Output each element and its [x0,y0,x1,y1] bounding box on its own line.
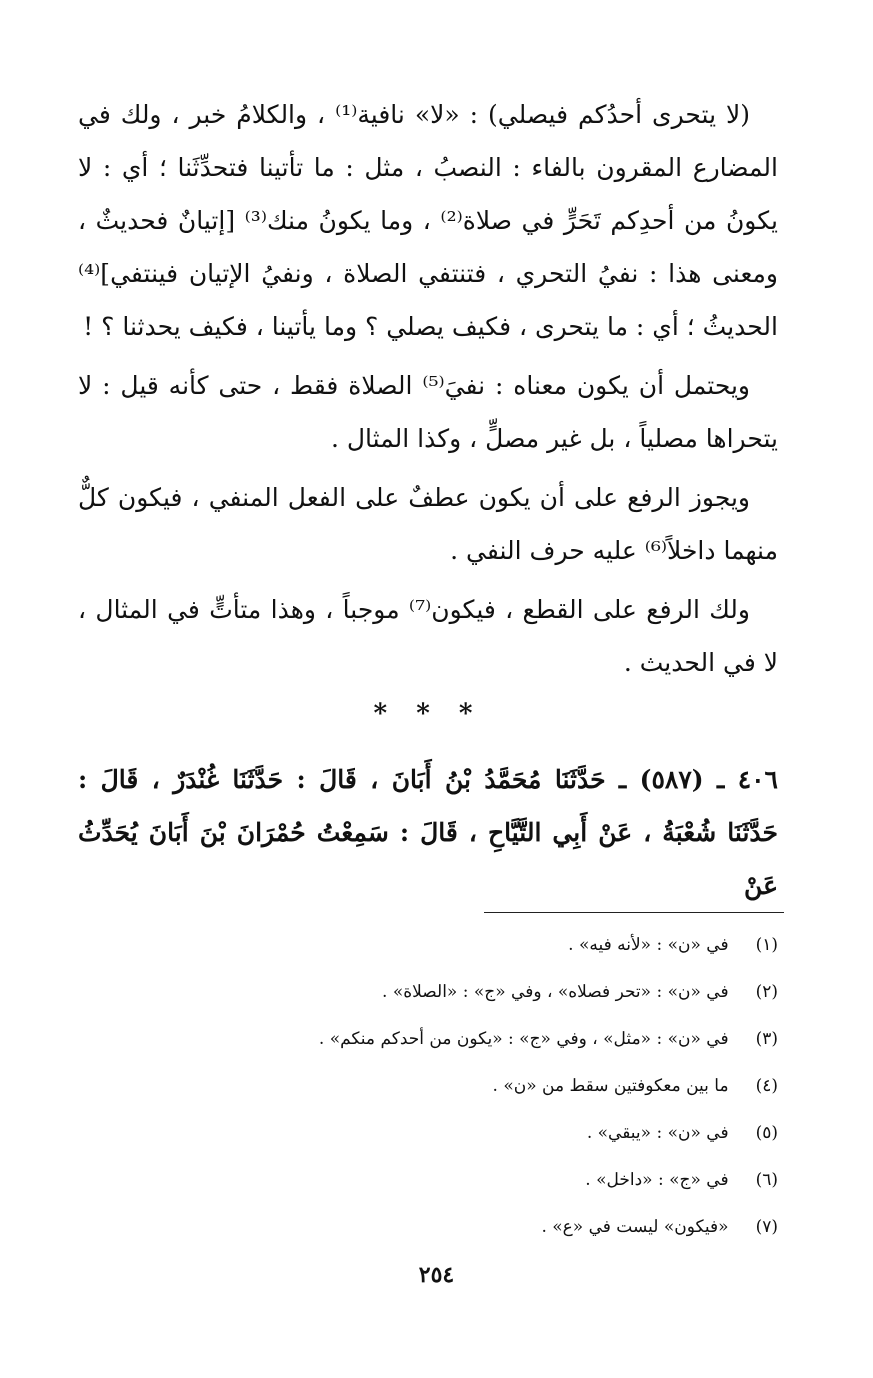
footnote-text: في «ج» : «داخل» . [585,1170,729,1190]
paragraph-3: ويجوز الرفع على أن يكون عطفٌ على الفعل المنفي ، فيكون كلٌّ منهما داخلاً⁽⁶⁾ عليه حرف النفي . [78,483,778,565]
footnote-number: (١) [755,935,778,955]
paragraph-4: ولك الرفع على القطع ، فيكون⁽⁷⁾ موجباً ، وهذا متأتٍّ في المثال ، لا في الحديث . [78,595,778,677]
footnote-text: ما بين معكوفتين سقط من «ن» . [492,1076,729,1096]
footnote-number: (٣) [755,1029,778,1049]
footnote-item [138,969,778,1016]
footnote-number: (٢) [755,982,778,1002]
footnote-item [138,1063,778,1110]
hadith-line-2: حَدَّثَنَا شُعْبَةُ ، عَنْ أَبِي التَّيَّاحِ ، قَالَ : سَمِعْتُ حُمْرَانَ بْنَ أَبَانَ يُحَدِّثُ عَنْ [78,818,778,900]
footnote-item [138,1016,778,1063]
footnote-divider [484,912,784,913]
footnote-text: في «ن» : «يبقي» . [586,1123,729,1143]
footnote-item [138,922,778,969]
page-number: ٢٥٤ [418,1262,455,1288]
footnote-item [138,1157,778,1204]
footnote-number: (٦) [755,1170,778,1190]
footnote-number: (٤) [755,1076,778,1096]
section-separator: * * * [373,699,483,729]
footnote-text: في «ن» : «تحر فصلاه» ، وفي «ج» : «الصلاة» . [382,982,729,1002]
hadith-line-1: ٤٠٦ ـ (٥٨٧) ـ حَدَّثَنَا مُحَمَّدُ بْنُ أَبَانَ ، قَالَ : حَدَّثَنَا غُنْدَرٌ ، قَالَ : [78,765,778,794]
paragraph-2: ويحتمل أن يكون معناه : نفيَ⁽⁵⁾ الصلاة فقط ، حتى كأنه قيل : لا يتحراها مصلياً ، بل غير مصلٍّ ، وكذا المثال . [78,371,778,453]
footnote-number: (٧) [755,1217,778,1237]
footnote-number: (٥) [755,1123,778,1143]
footnote-text: في «ن» : «مثل» ، وفي «ج» : «يكون من أحدكم منكم» . [318,1029,729,1049]
hadith-text [78,753,778,912]
paragraph-1: (لا يتحرى أحدُكم فيصلي) : «لا» نافية⁽¹⁾ ، والكلامُ خبر ، ولك في المضارع المقرون بالفاء : النصبُ ، مثل : ما تأتينا فتحدِّثَنا ؛ أي : لا يكونُ من أحدِكم تَحَرٍّ في صلاة⁽²⁾ ، وما يكونُ منك⁽³⁾ [إتيانٌ فحديثٌ ، ومعنى هذا : نفيُ التحري ، فتنتفي الصلاة ، ونفيُ الإتيان فينتفي]⁽⁴⁾ الحديثُ ؛ أي : ما يتحرى ، فكيف يصلي ؟ وما يأتينا ، فكيف يحدثنا ؟ ! [78,100,778,341]
footnote-text: في «ن» : «لأنه فيه» . [568,935,729,955]
footnotes [138,922,778,1251]
main-text [78,88,778,912]
footnote-text: «فيكون» ليست في «ع» . [541,1217,729,1237]
footnote-item [138,1110,778,1157]
footnote-item [138,1204,778,1251]
